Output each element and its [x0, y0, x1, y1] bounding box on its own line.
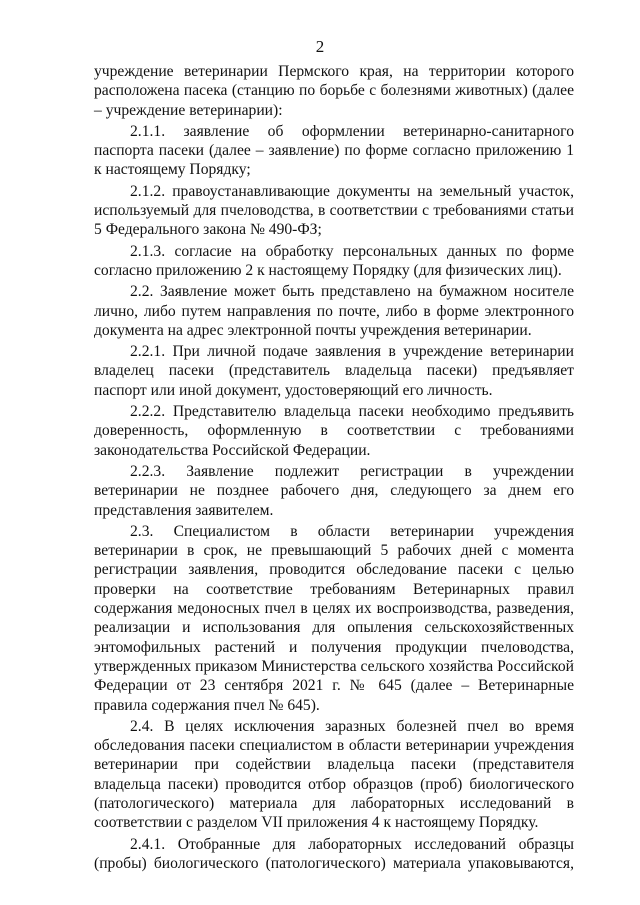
paragraph-2-1-3: 2.1.3. согласие на обработку персональных данных по форме согласно приложению 2 к настоящему Порядку (для физических лиц). — [94, 242, 574, 279]
page-number: 2 — [315, 37, 325, 56]
paragraph-2-3: 2.3. Специалистом в области ветеринарии учреждения ветеринарии в срок, не превышающий 5 рабочих дней с момента регистрации заявления, проводится обследование пасеки с целью проверки на соответствие требованиям Ветеринарных правил содержания медоносных пчел в целях их воспроизводства, разведения, реализации и использования для опыления сельскохозяйственных энтомофильных растений и получения продукции пчеловодства, утвержденных приказом Министерства сельского хозяйства Российской Федерации от 23 сентября 2021 г. № 645 (далее – Ветеринарные правила содержания пчел № 645). — [94, 522, 574, 714]
paragraph-2-2-2: 2.2.2. Представителю владельца пасеки необходимо предъявить доверенность, оформленную в соответствии с требованиями законодательства Российской Федерации. — [94, 403, 574, 459]
paragraph-2-1-1: 2.1.1. заявление об оформлении ветеринарно-санитарного паспорта пасеки (далее – заявление) по форме согласно приложению 1 к настоящему Порядку; — [94, 122, 574, 179]
paragraph-2-2: 2.2. Заявление может быть представлено на бумажном носителе лично, либо путем направления по почте, либо в форме электронного документа на адрес электронной почты учреждения ветеринарии. — [94, 283, 574, 339]
paragraph-2-2-3: 2.2.3. Заявление подлежит регистрации в учреждении ветеринарии не позднее рабочего дня, следующего за днем его представления заявителем. — [94, 462, 574, 519]
document-body — [94, 62, 574, 873]
paragraph-2-2-1: 2.2.1. При личной подаче заявления в учреждение ветеринарии владелец пасеки (представитель владельца пасеки) предъявляет паспорт или иной документ, удостоверяющий его личность. — [94, 343, 574, 399]
top-edge-mark — [478, 0, 558, 3]
paragraph-2-1-2: 2.1.2. правоустанавливающие документы на земельный участок, используемый для пчеловодства, в соответствии с требованиями статьи 5 Федерального закона № 490-ФЗ; — [94, 182, 574, 239]
paragraph-2-4-1: 2.4.1. Отобранные для лабораторных исследований образцы (пробы) биологического (патологического) материала упаковываются, — [94, 835, 574, 872]
paragraph-continuation: учреждение ветеринарии Пермского края, на территории которого расположена пасека (станцию по борьбе с болезнями животных) (далее – учреждение ветеринарии): — [94, 63, 574, 119]
paragraph-2-4: 2.4. В целях исключения заразных болезней пчел во время обследования пасеки специалистом в области ветеринарии учреждения ветеринарии при содействии владельца пасеки (представителя владельца пасеки) проводится отбор образцов (проб) биологического (патологического) материала для лабораторных исследований в соответствии с разделом VII приложения 4 к настоящему Порядку. — [94, 717, 574, 832]
